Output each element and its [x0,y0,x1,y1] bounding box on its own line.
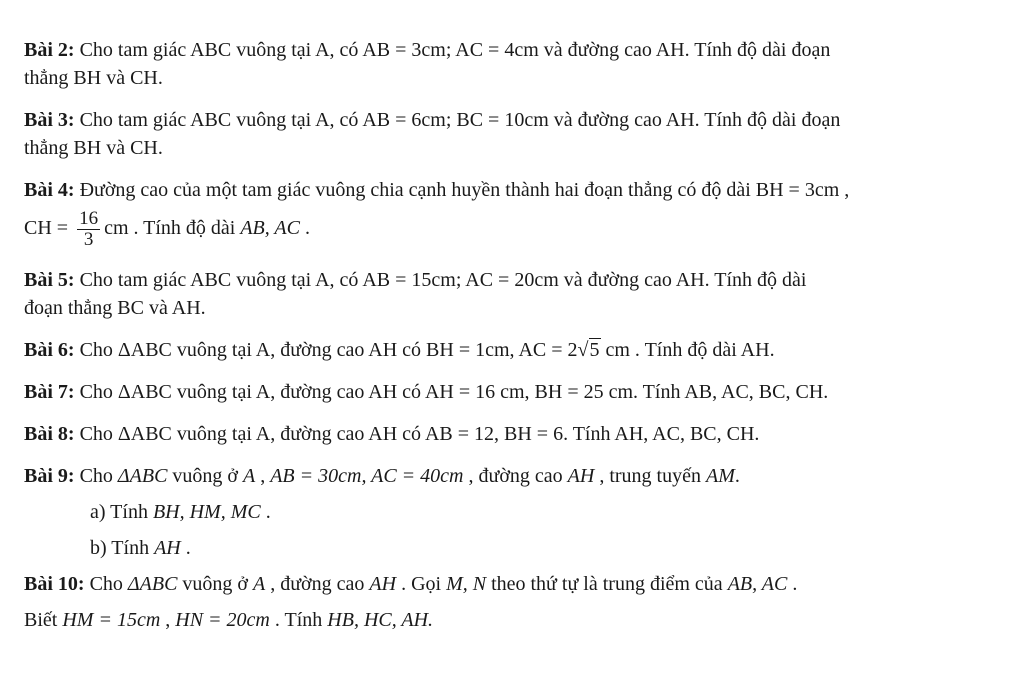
problem-9-text: vuông ở [167,465,243,487]
problem-9-text: . [734,465,740,487]
problem-5-line-2 [24,294,1004,322]
problem-5-text-cont: đoạn thẳng BC và AH. [24,297,206,319]
part-a-end: . [260,501,271,523]
problem-4-end: . [299,217,310,239]
problem-9-part-b [24,534,1004,562]
problem-10-text: . [787,573,798,595]
part-b-math: AH [154,537,181,559]
problem-3-label: Bài 3: [24,109,75,131]
problem-10-math: ΔABC [127,573,178,595]
problem-4-label: Bài 4: [24,179,75,201]
fraction-denominator: 3 [83,228,94,250]
problem-2-line-1 [24,36,1004,64]
problem-3-line-2 [24,134,1004,162]
problem-6-label: Bài 6: [24,339,75,361]
fraction [77,209,100,250]
problem-10-math: AB, AC [727,573,788,595]
problem-6-text: Cho ΔABC vuông tại A, đường cao AH có BH = 1cm, AC = 2 [74,339,578,361]
problem-9-math: AM [705,465,735,487]
problem-10-math: HN = 20cm [175,609,270,631]
problem-10-line-2 [24,606,1004,634]
problem-9-math: AH [567,465,595,487]
problem-3-text: Cho tam giác ABC vuông tại A, có AB = 6cm; BC = 10cm và đường cao AH. Tính độ dài đoạn [74,109,841,131]
problem-4-math: AB, AC [240,217,300,239]
problem-4-text: Đường cao của một tam giác vuông chia cạnh huyền thành hai đoạn thẳng có độ dài BH = 3cm , [74,179,850,201]
problem-10-text: . Gọi [396,573,447,595]
problem-9-math: A [243,465,256,487]
problem-2-text: Cho tam giác ABC vuông tại A, có AB = 3cm; AC = 4cm và đường cao AH. Tính độ dài đoạn [74,39,831,61]
problem-5-text: Cho tam giác ABC vuông tại A, có AB = 15cm; AC = 20cm và đường cao AH. Tính độ dài [74,269,807,291]
problem-10-label: Bài 10: [24,573,85,595]
problem-8-line [24,420,1004,448]
problem-10-math: AH [369,573,397,595]
problem-10-text: vuông ở [177,573,253,595]
problem-10-text: Cho [84,573,128,595]
problem-9-label: Bài 9: [24,465,75,487]
square-root-symbol: √ [577,339,589,361]
problem-4-ch-label: CH = [24,217,74,239]
problem-7-line [24,378,1004,406]
problem-10-text: Biết [24,609,63,631]
problem-9-math: ΔABC [117,465,168,487]
problem-10-math: HM = 15cm [62,609,161,631]
fraction-numerator: 16 [79,207,99,229]
problem-7-text: Cho ΔABC vuông tại A, đường cao AH có AH = 16 cm, BH = 25 cm. Tính AB, AC, BC, CH. [74,381,829,403]
part-b-label: b) Tính [90,537,155,559]
problem-3-text-cont: thẳng BH và CH. [24,137,163,159]
problem-6-line [24,336,1004,364]
problem-9-text: , đường cao [463,465,568,487]
problem-10-text: . Tính [269,609,328,631]
problem-6-text-cont: cm . Tính độ dài AH. [600,339,775,361]
problem-2-label: Bài 2: [24,39,75,61]
problem-9-text: Cho [74,465,118,487]
square-root [578,336,601,364]
problem-4-line-1 [24,176,1004,204]
problem-10-math: HB, HC, AH. [327,609,434,631]
problem-5-label: Bài 5: [24,269,75,291]
problem-9-text: , trung tuyến [594,465,706,487]
problem-10-math: A [253,573,266,595]
part-b-end: . [180,537,191,559]
problem-7-label: Bài 7: [24,381,75,403]
problem-9-text: , [255,465,271,487]
problem-4-text-cont: cm . Tính độ dài [104,217,241,239]
problem-8-label: Bài 8: [24,423,75,445]
problem-3-line-1 [24,106,1004,134]
problem-5-line-1 [24,266,1004,294]
part-a-math: BH, HM, MC [152,501,261,523]
problem-10-math: M, N [446,573,487,595]
exercise-sheet [24,36,1004,634]
problem-10-text: theo thứ tự là trung điểm của [486,573,728,595]
problem-9-line [24,462,1004,490]
radicand: 5 [589,339,600,361]
problem-2-text-cont: thẳng BH và CH. [24,67,163,89]
part-a-label: a) Tính [90,501,153,523]
problem-8-text: Cho ΔABC vuông tại A, đường cao AH có AB = 12, BH = 6. Tính AH, AC, BC, CH. [74,423,760,445]
problem-2-line-2 [24,64,1004,92]
problem-10-line-1 [24,570,1004,598]
problem-9-part-a [24,498,1004,526]
problem-10-text: , đường cao [265,573,370,595]
problem-9-math: AB = 30cm, AC = 40cm [270,465,464,487]
problem-4-line-2 [24,204,1004,252]
problem-10-text: , [160,609,176,631]
